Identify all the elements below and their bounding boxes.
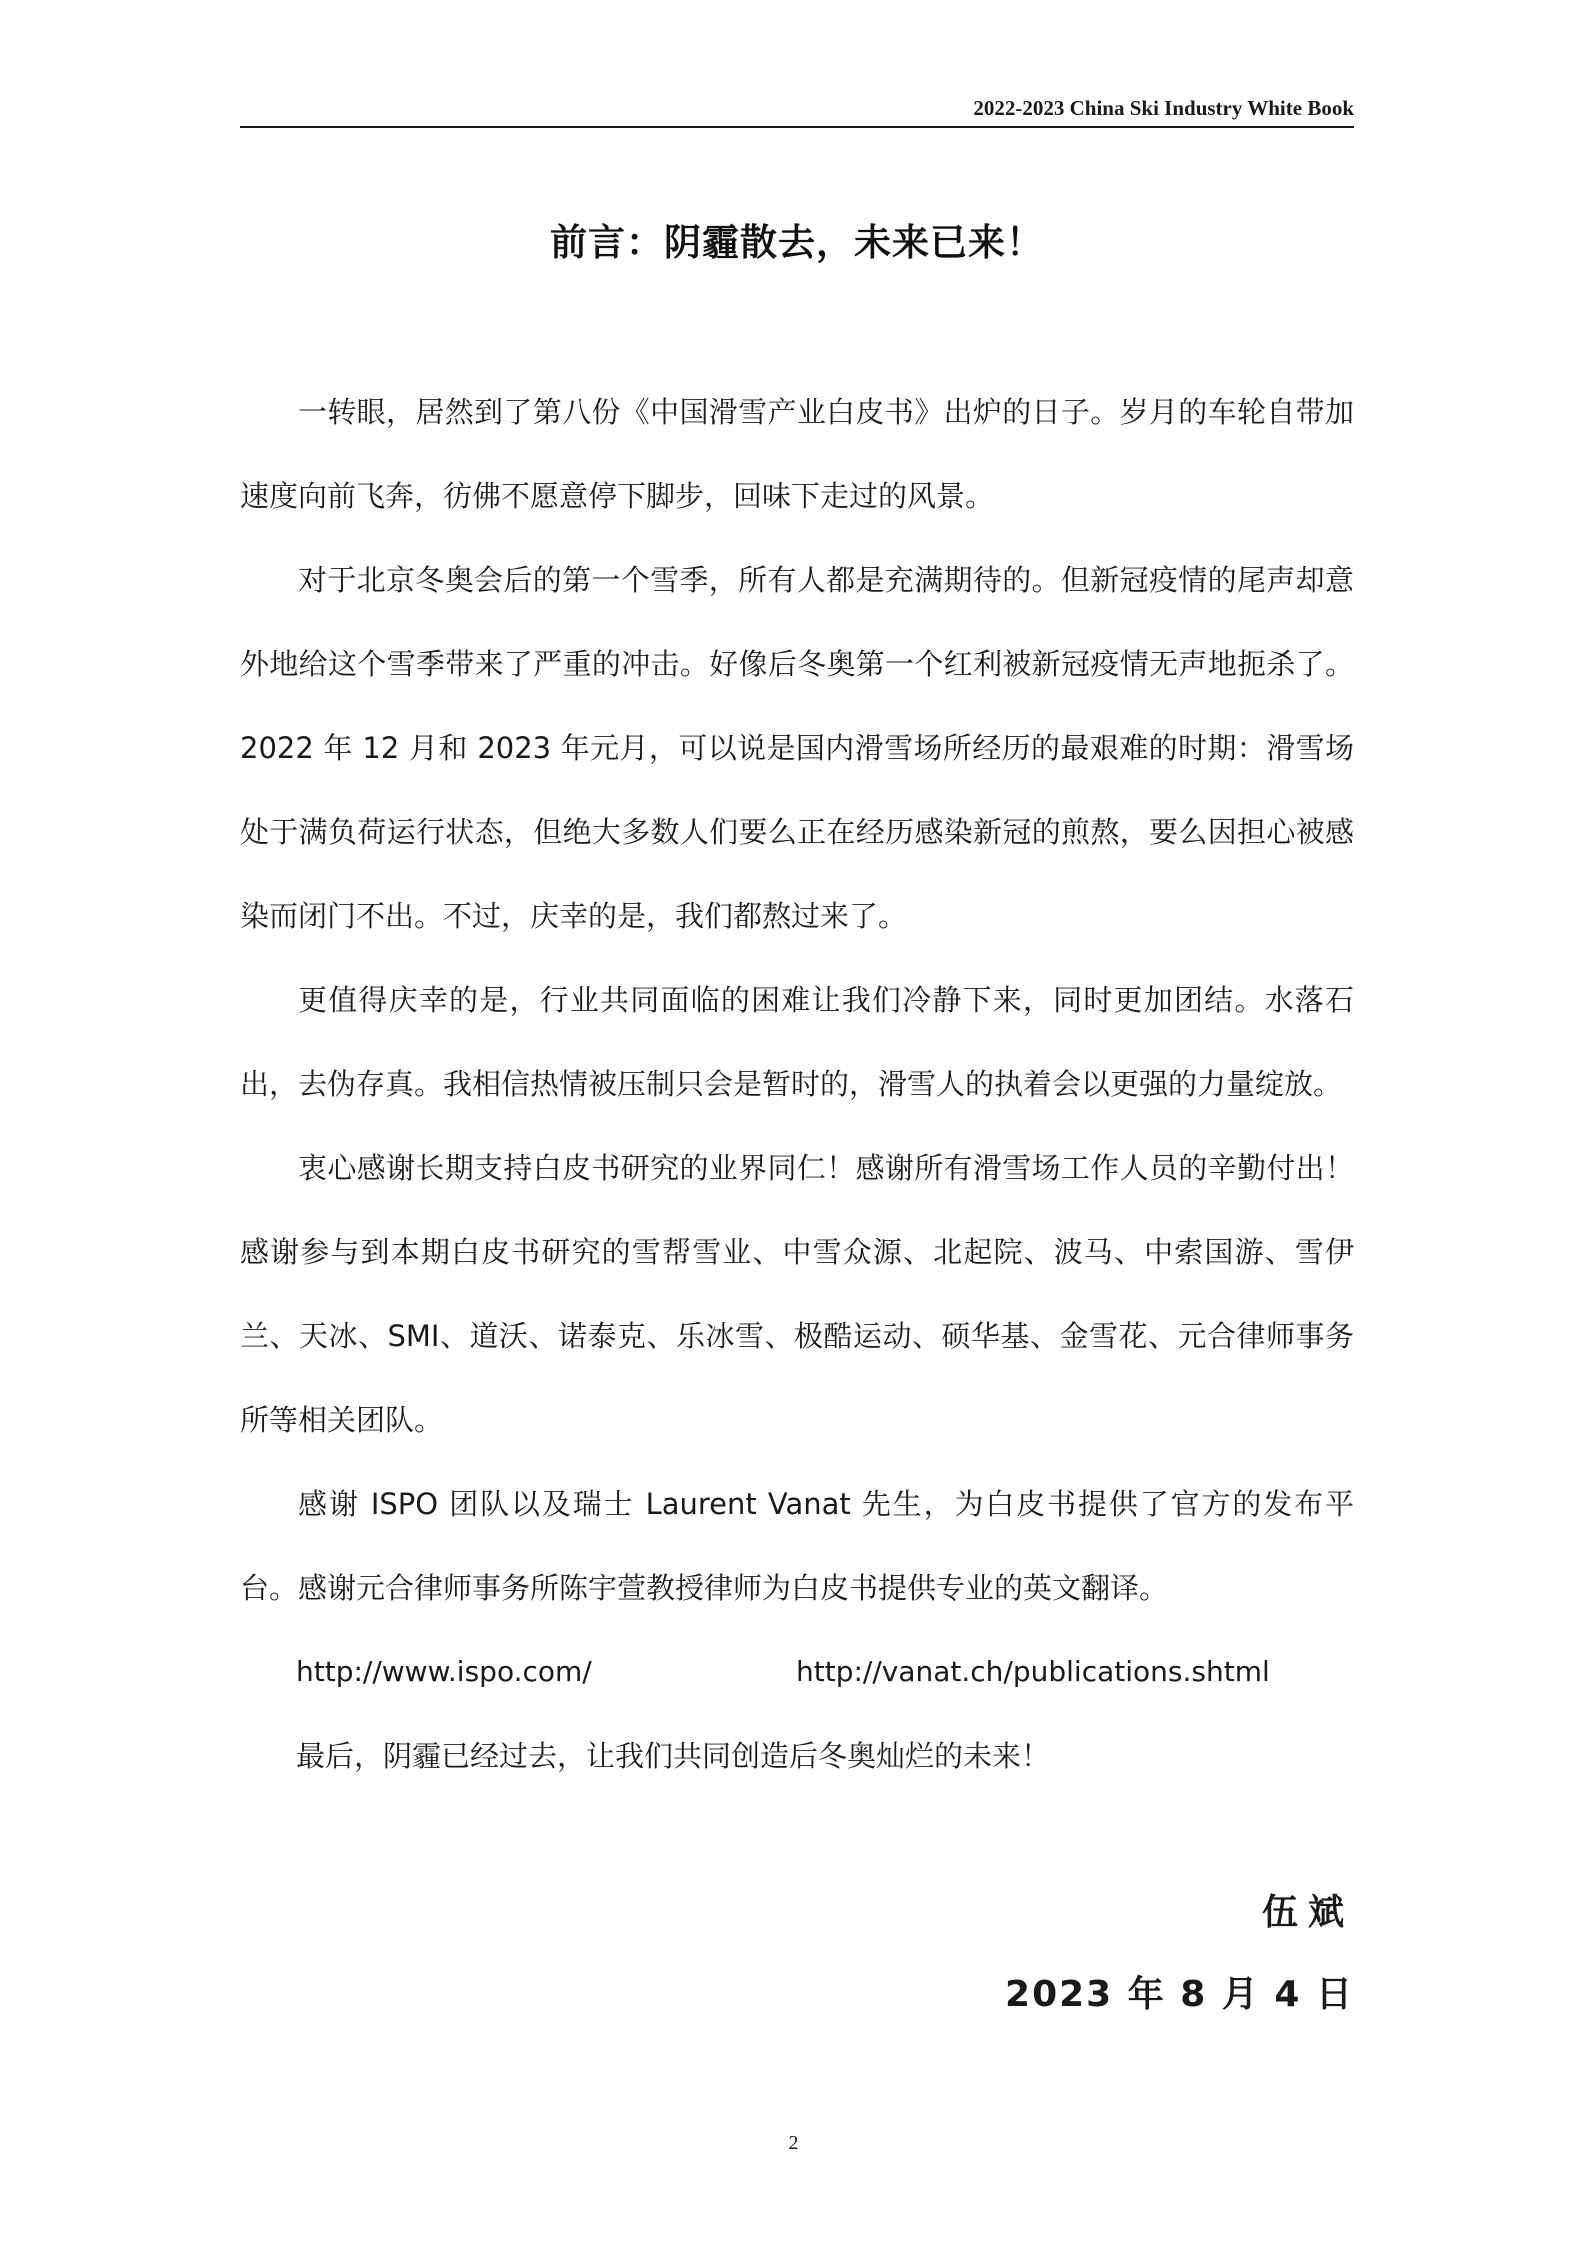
link-ispo[interactable]: http://www.ispo.com/ (296, 1655, 592, 1688)
header-divider (240, 126, 1354, 128)
paragraph-5: 感谢 ISPO 团队以及瑞士 Laurent Vanat 先生，为白皮书提供了官方的发布平台。感谢元合律师事务所陈宇萱教授律师为白皮书提供专业的英文翻译。 (240, 1487, 1354, 1605)
page-number: 2 (788, 2132, 799, 2154)
link-vanat[interactable]: http://vanat.ch/publications.shtml (796, 1655, 1270, 1688)
closing-line: 最后，阴霾已经过去，让我们共同创造后冬奥灿烂的未来！ (296, 1739, 1051, 1773)
signature-author: 伍斌 (1261, 1892, 1354, 1933)
paragraph-3: 更值得庆幸的是，行业共同面临的困难让我们冷静下来，同时更加团结。水落石出，去伪存真。我相信热情被压制只会是暂时的，滑雪人的执着会以更强的力量绽放。 (240, 983, 1354, 1101)
signature-date: 2023 年 8 月 4 日 (1005, 1974, 1354, 2015)
paragraph-2: 对于北京冬奥会后的第一个雪季，所有人都是充满期待的。但新冠疫情的尾声却意外地给这个雪季带来了严重的冲击。好像后冬奥第一个红利被新冠疫情无声地扼杀了。2022 年 12 月和 2023 年元月，可以说是国内滑雪场所经历的最艰难的时期：滑雪场处于满负荷运行状态，但绝大多数人们要么正在经历感染新冠的煎熬，要么因担心被感染而闭门不出。不过，庆幸的是，我们都熬过来了。 (240, 563, 1354, 933)
paragraph-1: 一转眼，居然到了第八份《中国滑雪产业白皮书》出炉的日子。岁月的车轮自带加速度向前飞奔，彷佛不愿意停下脚步，回味下走过的风景。 (240, 395, 1354, 513)
paragraph-4: 衷心感谢长期支持白皮书研究的业界同仁！感谢所有滑雪场工作人员的辛勤付出！感谢参与到本期白皮书研究的雪帮雪业、中雪众源、北起院、波马、中索国游、雪伊兰、天冰、SMI、道沃、诺泰克、乐冰雪、极酷运动、硕华基、金雪花、元合律师事务所等相关团队。 (240, 1151, 1354, 1437)
links-row (240, 1630, 1354, 1714)
running-header: 2022-2023 China Ski Industry White Book (973, 96, 1354, 120)
page-title: 前言：阴霾散去，未来已来！ (550, 221, 1044, 264)
body-text (240, 370, 1354, 1798)
